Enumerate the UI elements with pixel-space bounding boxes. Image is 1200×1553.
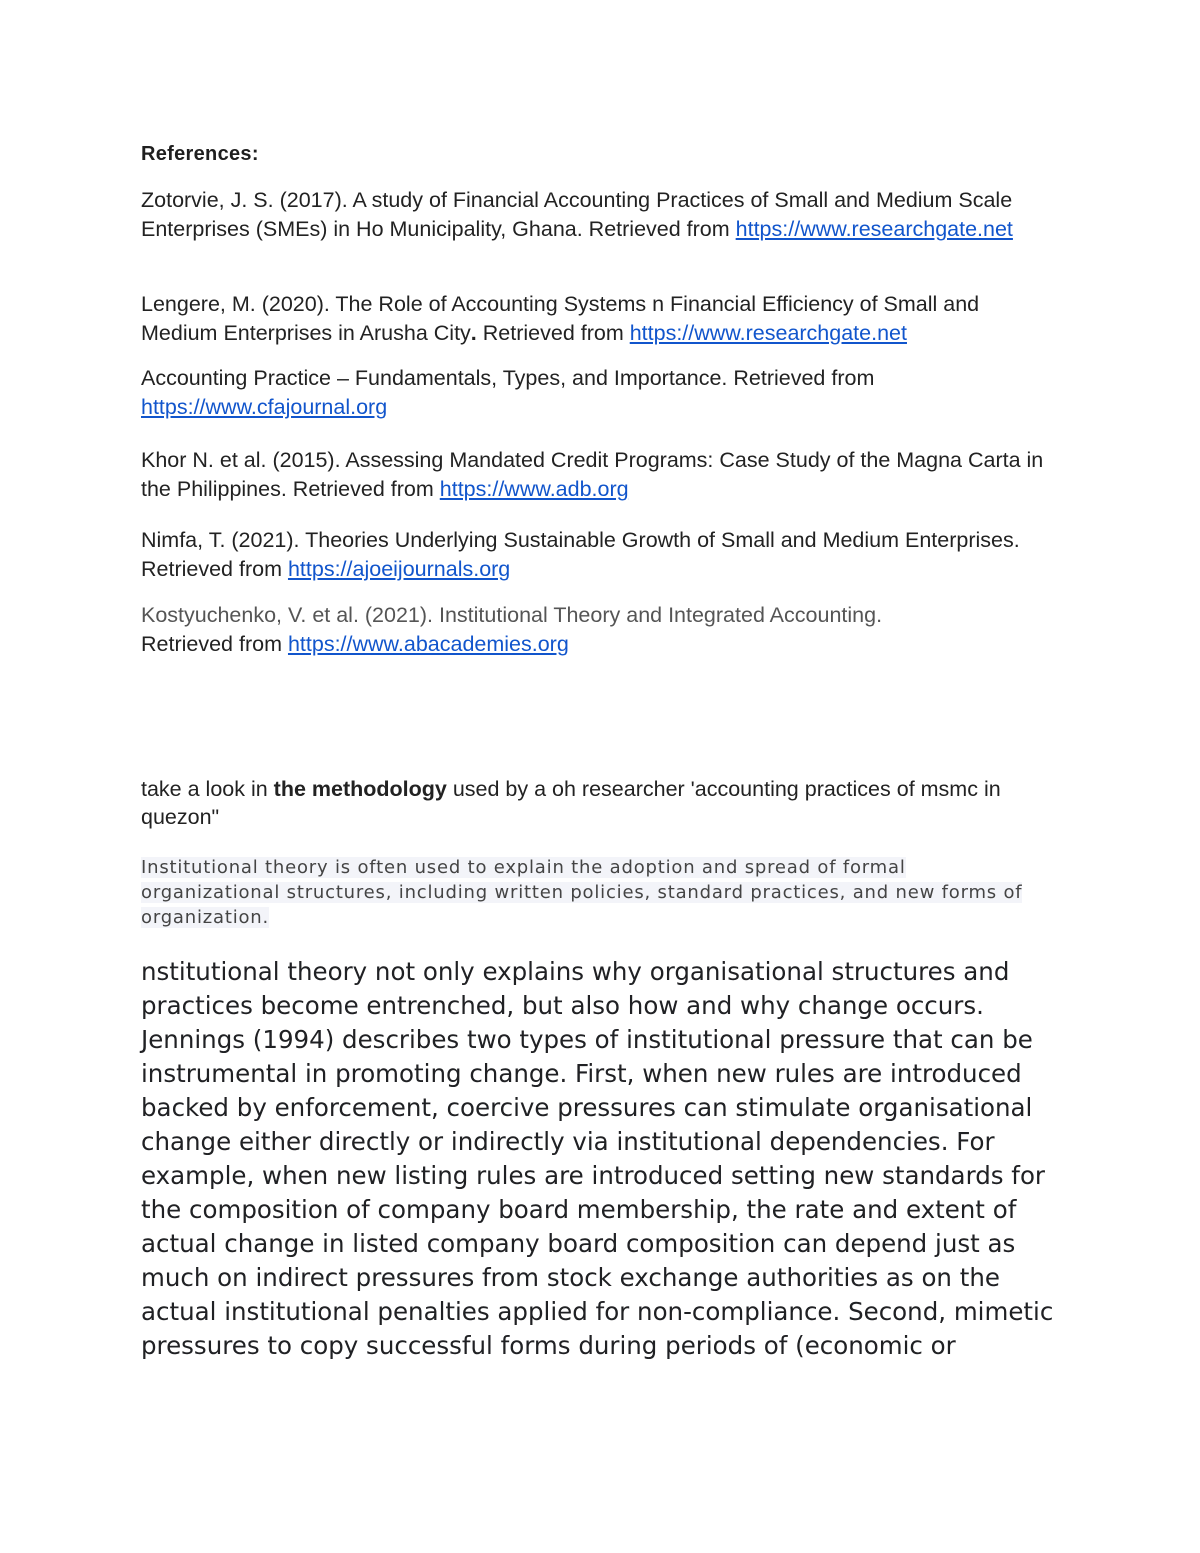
- reference-item-cfajournal: [141, 364, 1051, 422]
- reference-text: Khor N. et al. (2015). Assessing Mandated Credit Programs: Case Study of the Magna Carta in the Philippines. Retrieved from: [141, 448, 1044, 501]
- institutional-theory-paragraph: nstitutional theory not only explains why organisational structures and practices become entrenched, but also how and why change occurs. Jennings (1994) describes two types of institutional pressure that can be instrumental in promoting change. First, when new rules are introduced backed by enforcement, coercive pressures can stimulate organisational change either directly or indirectly via institutional dependencies. For example, when new listing rules are introduced setting new standards for the composition of company board membership, the rate and extent of actual change in listed company board composition can depend just as much on indirect pressures from stock exchange authorities as on the actual institutional penalties applied for non-compliance. Second, mimetic pressures to copy successful forms during periods of (economic or: [141, 957, 1054, 1360]
- reference-text: Accounting Practice – Fundamentals, Types, and Importance. Retrieved from: [141, 366, 875, 390]
- quote-text: Institutional theory is often used to explain the adoption and spread of formal organizational structures, including written policies, standard practices, and new forms of organization.: [141, 857, 1023, 928]
- reference-link[interactable]: https://www.adb.org: [439, 477, 629, 501]
- reference-item-lengere: [141, 290, 1051, 348]
- reference-item-zotorvie: [141, 186, 1051, 244]
- note-text-bold: the methodology: [273, 777, 447, 801]
- reference-text: Nimfa, T. (2021). Theories Underlying Sustainable Growth of Small and Medium Enterprises. Retrieved from: [141, 528, 1020, 581]
- reference-retrieved: Retrieved from: [141, 632, 288, 656]
- references-heading: References:: [141, 143, 259, 165]
- reference-item-nimfa: [141, 526, 1051, 584]
- reference-text: Kostyuchenko, V. et al. (2021). Institutional Theory and Integrated Accounting.: [141, 603, 883, 627]
- note-text-after: used by a oh researcher 'accounting practices of msmc in quezon": [141, 777, 1001, 829]
- reference-link[interactable]: https://www.cfajournal.org: [141, 395, 388, 419]
- reference-item-kostyuchenko: [141, 601, 1051, 659]
- reference-text: Lengere, M. (2020). The Role of Accounting Systems n Financial Efficiency of Small and Medium Enterprises in Arusha City: [141, 292, 980, 345]
- reference-link[interactable]: https://www.researchgate.net: [629, 321, 907, 345]
- reference-period: .: [470, 321, 477, 345]
- methodology-note: [141, 775, 1041, 831]
- reference-item-khor: [141, 446, 1051, 504]
- reference-link[interactable]: https://www.researchgate.net: [735, 217, 1013, 241]
- reference-link[interactable]: https://ajoeijournals.org: [287, 557, 511, 581]
- reference-retrieved: Retrieved from: [476, 321, 630, 345]
- reference-link[interactable]: https://www.abacademies.org: [287, 632, 569, 656]
- note-text-before: take a look in: [141, 777, 274, 801]
- reference-text: Zotorvie, J. S. (2017). A study of Financial Accounting Practices of Small and Medium Scale Enterprises (SMEs) in Ho Municipality, Ghana. Retrieved from: [141, 188, 1013, 241]
- institutional-theory-quote: [141, 855, 1031, 930]
